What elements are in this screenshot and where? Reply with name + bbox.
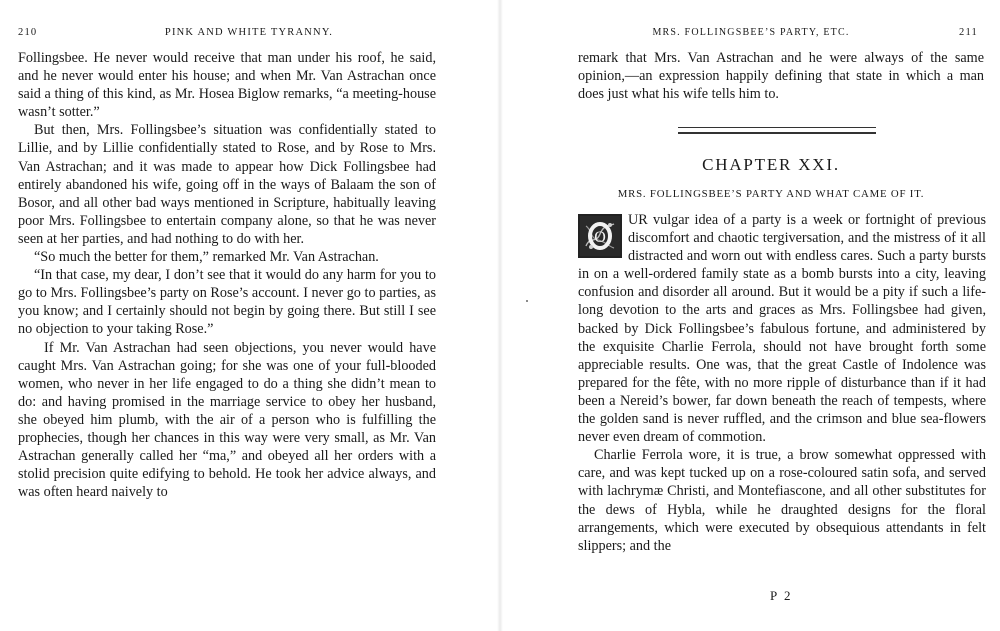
signature-mark: P 2 <box>770 588 793 603</box>
right-page-number: 211 <box>959 27 978 38</box>
left-page-text <box>18 49 436 501</box>
drop-cap-letter: O <box>594 229 606 246</box>
paragraph: If Mr. Van Astrachan had seen objections, you never would have caught Mrs. Van Astrachan going; for she was one of your full-blooded women, who never in her life engaged to do a thing she didn’t mean to do: and having promised in the marriage service to obey her husband, she obeyed him plumb, with the air of a person who is fulfilling the prophecies, though her chances in this way were very small, as Mr. Van Astrachan generally called her “ma,” and obeyed all her orders with a stolid precision quite edifying to behold. He took her advice always, and was often heard naively to <box>18 339 436 501</box>
chapter-opening-paragraph <box>578 211 986 446</box>
paragraph: “In that case, my dear, I don’t see that it would do any harm for you to go to Mrs. Follingsbee’s party on Rose’s account. I never go to parties, as you know; and I certainly should not begin by going there. But still I see no objection to your taking Rose.” <box>18 267 436 338</box>
chapter-body <box>578 211 986 555</box>
paragraph: Charlie Ferrola wore, it is true, a brow somewhat oppressed with care, and was kept tucked up on a rose-coloured satin sofa, and served with lachrymæ Christi, and Montefiascone, and all other substitutes for the dews of Hybla, while he draughted designs for the floral arrangements, which were executed by obsequious attendants in felt slippers; and the <box>578 447 986 554</box>
chapter-title: CHAPTER XXI. <box>702 155 840 174</box>
paragraph: “So much the better for them,” remarked Mr. Van Astrachan. <box>34 249 379 266</box>
paragraph: Follingsbee. He never would receive that man under his roof, he said, and he never would enter his house; and when Mr. Van Astrachan once said a thing of this kind, as Mr. Hosea Biglow remarks, “a meeting-house wasn’t sotter.” <box>18 50 436 121</box>
right-page <box>500 0 1000 631</box>
right-running-head: MRS. FOLLINGSBEE’S PARTY, ETC. <box>652 27 850 38</box>
paragraph: But then, Mrs. Follingsbee’s situation was confidentially stated to Lillie, and by Lillie confidentially stated to Rose, and by Rose to Mrs. Van Astrachan; and it was made to appear how Dick Follingsbee had entirely abandoned his wife, going off in the ways of Balaam the son of Bosor, and all other bad ways mentioned in Scripture, habitually leaving poor Mrs. Follingsbee to entertain company alone, so that he was never seen at her parties, and had nothing to do with her. <box>18 122 436 247</box>
ornamental-drop-cap-icon <box>578 214 622 258</box>
paper-speck <box>526 300 528 302</box>
continuation-text <box>578 49 984 103</box>
first-word-rest: UR <box>628 212 648 228</box>
section-divider <box>678 127 876 134</box>
chapter-subtitle: MRS. FOLLINGSBEE’S PARTY AND WHAT CAME OF IT. <box>617 188 925 200</box>
left-running-head: PINK AND WHITE TYRANNY. <box>164 27 334 38</box>
paragraph: remark that Mrs. Van Astrachan and he were always of the same opinion,—an expression happily defining that state in which a man does just what his wife tells him to. <box>578 50 984 103</box>
paragraph-text: vulgar idea of a party is a week or fortnight of previous discomfort and chaotic tergiversation, and the mistress of it all distracted and worn out with endless cares. Such a party bursts in on a well-ordered family state as a bomb bursts into a city, leaving confusion and disorder all around. But it would be a pity if such a life-long devotion to the arts and graces as Mrs. Follingsbee had given, backed by Dick Follingsbee’s fabulous fortune, and administered by the exquisite Charlie Ferrola, should not have brought forth some appreciable results. One was, that the great Castle of Indolence was prepared for the fête, with no more ripple of disturbance than if it had been a Nereid’s bower, far down beneath the reach of tempests, where the golden sand is never ruffled, and the crimson and blue sea-flowers never even dream of commotion. <box>578 212 987 446</box>
left-page-number: 210 <box>18 27 38 38</box>
